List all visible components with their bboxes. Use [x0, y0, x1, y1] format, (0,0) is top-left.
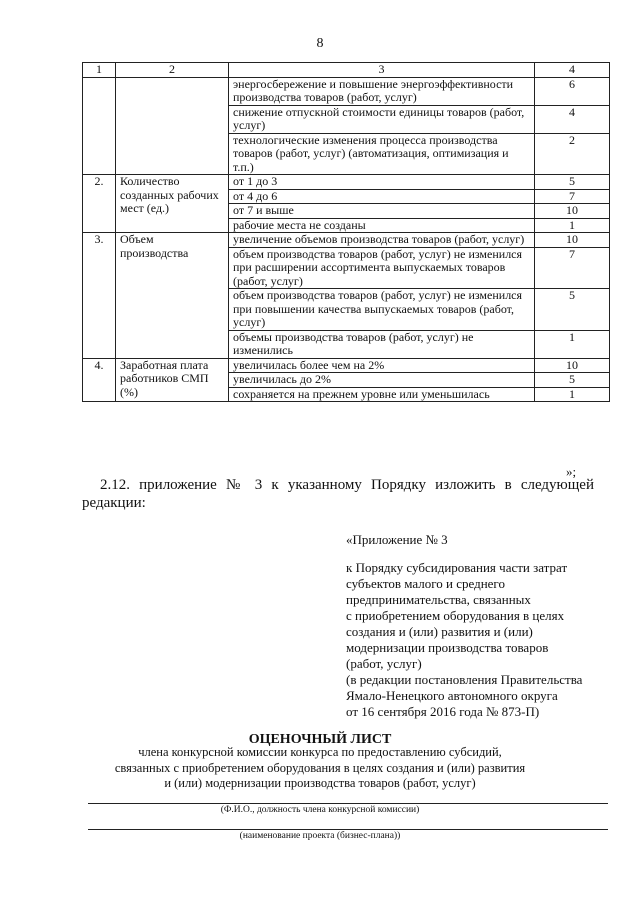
- project-name-line: [88, 829, 608, 830]
- option-score: 5: [535, 373, 610, 388]
- option-score: 10: [535, 358, 610, 373]
- header-col-1: 1: [83, 63, 116, 78]
- criterion-option: от 1 до 3: [229, 175, 535, 190]
- appendix-title: «Приложение № 3: [346, 532, 448, 547]
- criterion-name: Объем производства: [116, 233, 229, 359]
- criterion-option: рабочие места не созданы: [229, 218, 535, 233]
- option-score: 5: [535, 175, 610, 190]
- criterion-option: снижение отпускной стоимости единицы товаров (работ, услуг): [229, 105, 535, 133]
- criteria-table: [82, 62, 610, 402]
- option-score: 1: [535, 387, 610, 402]
- criterion-name: Количество созданных рабочих мест (ед.): [116, 175, 229, 233]
- table-row: [83, 77, 610, 105]
- criterion-option: технологические изменения процесса производства товаров (работ, услуг) (автоматизация, оптимизация и т.п.): [229, 133, 535, 175]
- criterion-option: от 7 и выше: [229, 204, 535, 219]
- criterion-option: объем производства товаров (работ, услуг) не изменился при повышении качества выпускаемых товаров (работ, услуг): [229, 289, 535, 331]
- option-score: 1: [535, 330, 610, 358]
- closing-quote: »;: [566, 464, 577, 479]
- criterion-number: 3.: [83, 233, 116, 359]
- document-title: ОЦЕНОЧНЫЙ ЛИСТ: [248, 732, 392, 747]
- criterion-option: сохраняется на прежнем уровне или уменьшилась: [229, 387, 535, 402]
- criterion-option: увеличение объемов производства товаров (работ, услуг): [229, 233, 535, 248]
- option-score: 2: [535, 133, 610, 175]
- option-score: 10: [535, 204, 610, 219]
- option-score: 7: [535, 247, 610, 289]
- project-name-caption: (наименование проекта (бизнес-плана)): [239, 831, 401, 841]
- criterion-number: [83, 77, 116, 175]
- option-score: 6: [535, 77, 610, 105]
- option-score: 5: [535, 289, 610, 331]
- criterion-option: объем производства товаров (работ, услуг) не изменился при расширении ассортимента выпускаемых товаров (работ, услуг): [229, 247, 535, 289]
- appendix-reference: к Порядку субсидирования части затрат субъектов малого и среднего предпринимательства, связанных с приобретением оборудования в целях создания и (или) развития и (или) модернизации производства товаров (работ, услуг) (в редакции постановления Правительства Ямало-Ненецкого автономного округа от 16 сентября 2016 года № 873-П): [346, 560, 583, 719]
- criterion-option: объемы производства товаров (работ, услуг) не изменились: [229, 330, 535, 358]
- criterion-name: [116, 77, 229, 175]
- option-score: 7: [535, 189, 610, 204]
- criterion-number: 4.: [83, 358, 116, 402]
- document-subtitle: члена конкурсной комиссии конкурса по предоставлению субсидий, связанных с приобретением оборудования в целях создания и (или) развития и (или) модернизации производства товаров (работ, услуг): [114, 745, 526, 790]
- criterion-option: увеличилась до 2%: [229, 373, 535, 388]
- header-col-4: 4: [535, 63, 610, 78]
- criterion-option: от 4 до 6: [229, 189, 535, 204]
- criterion-option: увеличилась более чем на 2%: [229, 358, 535, 373]
- amendment-paragraph: 2.12. приложение № 3 к указанному Порядку изложить в следующей редакции:: [82, 477, 594, 511]
- criterion-option: энергосбережение и повышение энергоэффективности производства товаров (работ, услуг): [229, 77, 535, 105]
- option-score: 4: [535, 105, 610, 133]
- criterion-name: Заработная плата работников СМП (%): [116, 358, 229, 402]
- criterion-number: 2.: [83, 175, 116, 233]
- header-col-3: 3: [229, 63, 535, 78]
- header-col-2: 2: [116, 63, 229, 78]
- option-score: 1: [535, 218, 610, 233]
- option-score: 10: [535, 233, 610, 248]
- table-header-row: [83, 63, 610, 78]
- page-number: 8: [316, 36, 324, 51]
- fio-signature-line: [88, 803, 608, 804]
- table-row: [83, 175, 610, 190]
- fio-caption: (Ф.И.О., должность члена конкурсной комиссии): [220, 805, 420, 815]
- table-row: [83, 233, 610, 248]
- table-row: [83, 358, 610, 373]
